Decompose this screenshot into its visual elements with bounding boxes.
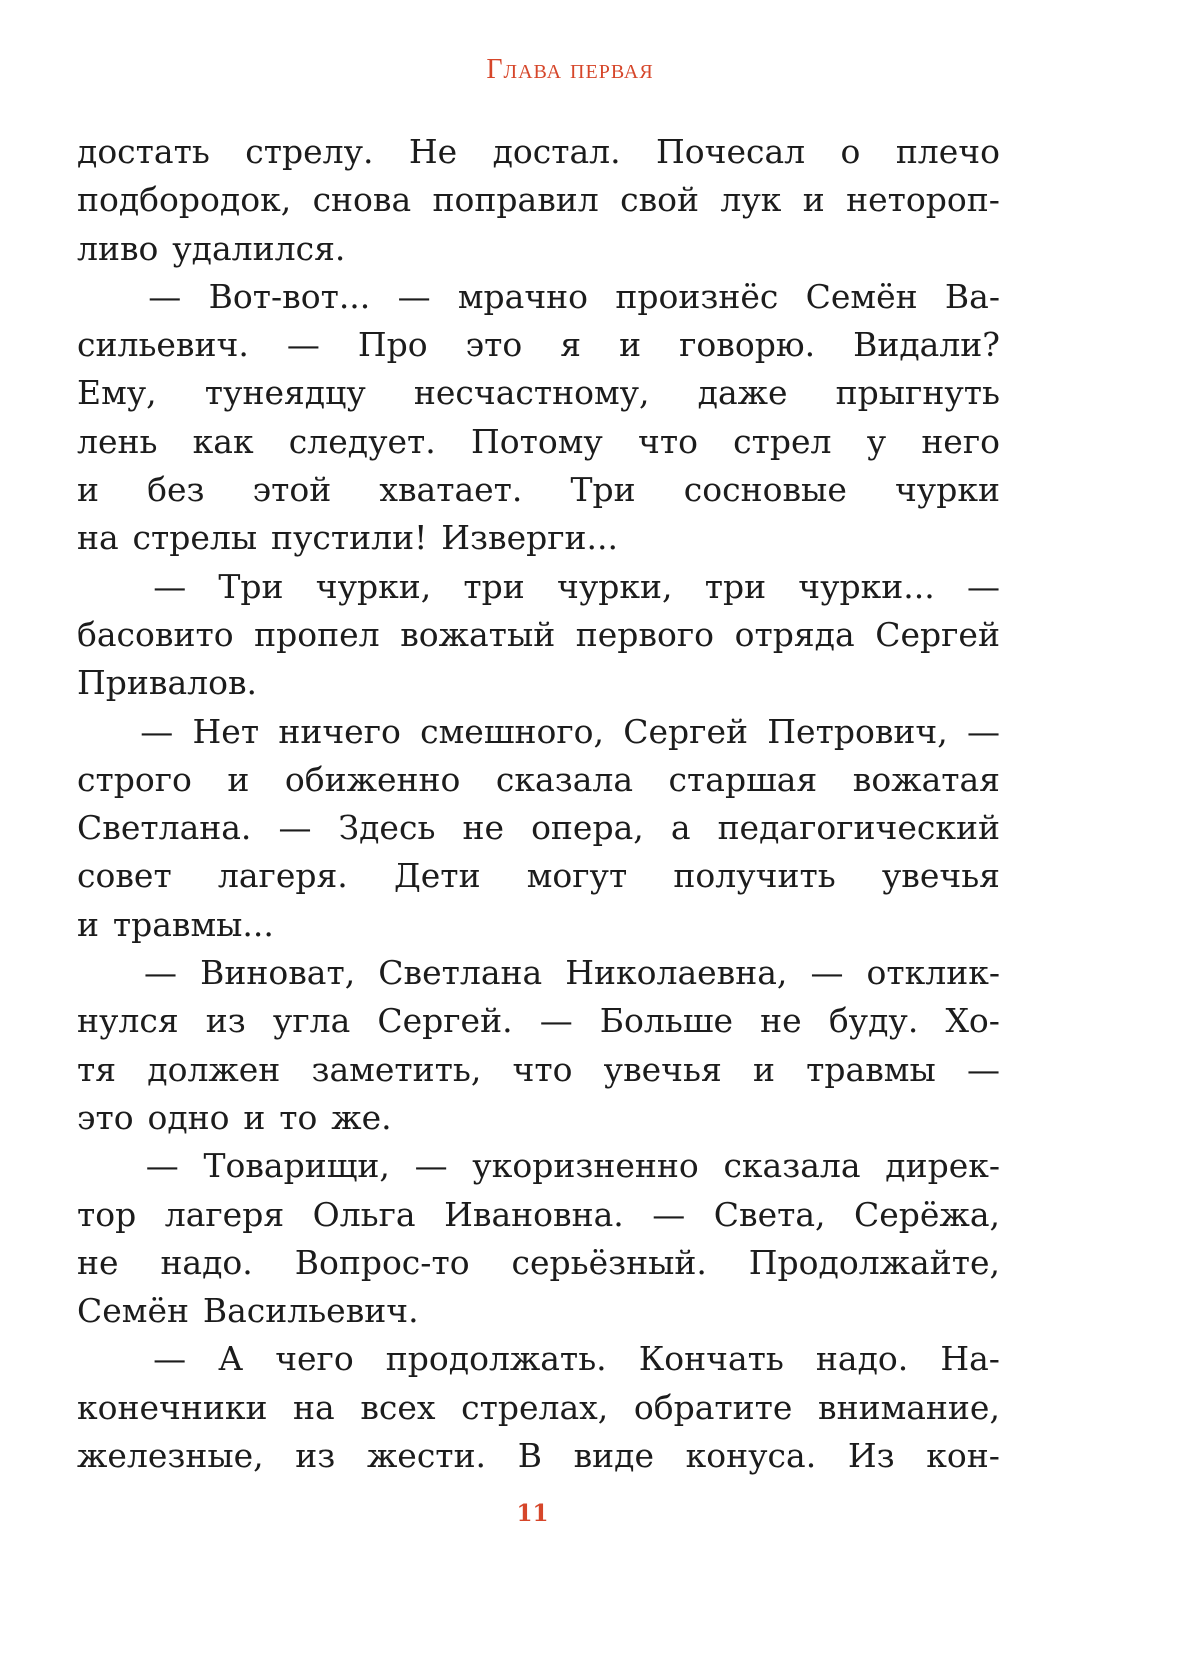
word: и xyxy=(619,325,642,365)
text-line xyxy=(77,997,1000,1045)
word: сосновые xyxy=(683,470,847,510)
word: достать xyxy=(77,132,210,171)
word: Про xyxy=(357,325,428,365)
word: увечья xyxy=(881,856,1000,896)
word: Светлана xyxy=(378,953,543,993)
text-line xyxy=(77,1191,1000,1239)
word: — xyxy=(810,953,844,993)
word: плечо xyxy=(895,132,1000,171)
text-line xyxy=(77,804,1000,852)
word: подбородок, xyxy=(77,180,292,220)
word: Привалов. xyxy=(77,663,258,703)
paragraph-indent xyxy=(77,949,121,997)
word: В xyxy=(517,1436,542,1476)
word: на xyxy=(293,1387,335,1427)
word: стрелу. xyxy=(245,132,374,171)
word: тор xyxy=(77,1194,137,1234)
word: Света, xyxy=(713,1194,826,1234)
word: Изверги... xyxy=(441,518,619,558)
word: совет xyxy=(77,856,172,896)
word: без xyxy=(147,470,205,510)
word: старшая xyxy=(668,759,818,799)
running-head: Глава первая xyxy=(486,54,654,85)
word: что xyxy=(638,421,698,461)
word: Потому xyxy=(470,421,603,461)
word: достал. xyxy=(492,132,621,171)
word: — xyxy=(153,1339,187,1379)
word: Видали? xyxy=(853,325,1000,365)
text-line xyxy=(77,1239,1000,1287)
word: Дети xyxy=(393,856,481,896)
word: Ивановна. xyxy=(444,1194,624,1234)
word: сказала xyxy=(495,759,634,799)
word: Сергей xyxy=(623,711,748,751)
word: свой xyxy=(620,180,700,220)
word: травмы... xyxy=(112,904,274,944)
word: лук xyxy=(720,180,782,220)
word: строго xyxy=(77,759,192,799)
word: чурки xyxy=(894,470,1000,510)
word: стрел xyxy=(733,421,832,461)
word: три xyxy=(704,566,767,606)
word: это xyxy=(77,1097,134,1137)
word: железные, xyxy=(77,1436,264,1476)
text-line xyxy=(77,514,1000,562)
word: говорю. xyxy=(679,325,816,365)
paragraph-indent xyxy=(77,1335,121,1383)
word: — xyxy=(414,1146,448,1186)
word: басовито xyxy=(77,614,234,654)
text-line xyxy=(77,176,1000,224)
word: произнёс xyxy=(615,276,779,316)
word: три xyxy=(463,566,525,606)
word: Товарищи, xyxy=(203,1146,390,1186)
word: обратите xyxy=(633,1387,793,1427)
word: Кончать xyxy=(638,1339,784,1379)
word: должен xyxy=(147,1049,281,1089)
word: Вот-вот... xyxy=(208,276,371,316)
word: и xyxy=(243,1097,266,1137)
word: Сергей xyxy=(875,614,1000,654)
word: смешного, xyxy=(420,711,605,751)
word: буду. xyxy=(828,1001,919,1041)
word: из xyxy=(205,1001,246,1041)
word: Три xyxy=(218,566,284,606)
word: из xyxy=(295,1436,336,1476)
word: и xyxy=(227,759,250,799)
word: этой xyxy=(252,470,332,510)
word: о xyxy=(840,132,861,171)
word: Сергей. xyxy=(377,1001,513,1041)
word: внимание, xyxy=(818,1387,1000,1427)
word: Три xyxy=(570,470,636,510)
word: — xyxy=(153,566,187,606)
word: — xyxy=(278,808,312,848)
word: сказала xyxy=(723,1146,861,1186)
word: тя xyxy=(77,1049,117,1089)
word: На- xyxy=(940,1339,1000,1379)
word: то xyxy=(279,1097,318,1137)
word: — xyxy=(148,276,182,316)
text-line xyxy=(77,1046,1000,1094)
word: нулся xyxy=(77,1001,179,1041)
word: А xyxy=(218,1339,244,1379)
word: вожатый xyxy=(400,614,556,654)
word: Петрович, xyxy=(767,711,948,751)
word: — xyxy=(286,325,320,365)
text-line xyxy=(77,1287,1000,1335)
word: — xyxy=(652,1194,686,1234)
word: угла xyxy=(272,1001,351,1041)
text-line xyxy=(77,949,1000,997)
word: Больше xyxy=(599,1001,734,1041)
text-line xyxy=(77,369,1000,417)
word: нетороп- xyxy=(846,180,1000,220)
word: пропел xyxy=(254,614,380,654)
word: Васильевич. xyxy=(202,1291,419,1331)
word: мрачно xyxy=(457,276,589,316)
word: Николаевна, xyxy=(565,953,788,993)
word: Почесал xyxy=(656,132,806,171)
word: травмы xyxy=(806,1049,936,1089)
word: заметить, xyxy=(311,1049,482,1089)
word: ничего xyxy=(278,711,401,751)
word: сильевич. xyxy=(77,325,249,365)
word: же. xyxy=(331,1097,392,1137)
word: Светлана. xyxy=(77,808,252,848)
word: хватает. xyxy=(379,470,523,510)
word: на xyxy=(77,518,119,558)
text-line xyxy=(77,1335,1000,1383)
word: чего xyxy=(275,1339,354,1379)
word: прыгнуть xyxy=(835,373,1000,413)
word: несчастному, xyxy=(413,373,650,413)
word: тунеядцу xyxy=(204,373,366,413)
word: чурки, xyxy=(557,566,673,606)
word: Из xyxy=(847,1436,895,1476)
word: первого xyxy=(575,614,715,654)
word: Хо- xyxy=(945,1001,1000,1041)
word: — xyxy=(145,1146,179,1186)
word: надо. xyxy=(815,1339,909,1379)
word: ливо xyxy=(77,228,159,268)
word: Продолжайте, xyxy=(748,1242,1000,1282)
word: Ва- xyxy=(944,276,1000,316)
word: укоризненно xyxy=(472,1146,699,1186)
text-line xyxy=(77,563,1000,611)
word: — xyxy=(966,1049,1000,1089)
word: Ему, xyxy=(77,373,157,413)
text-line xyxy=(77,611,1000,659)
word: Здесь xyxy=(338,808,436,848)
word: стрелы xyxy=(132,518,258,558)
word: получить xyxy=(673,856,836,896)
word: следует. xyxy=(288,421,436,461)
word: одно xyxy=(147,1097,230,1137)
word: и xyxy=(752,1049,775,1089)
word: Не xyxy=(408,132,458,171)
paragraph-indent xyxy=(77,273,121,321)
text-line xyxy=(77,321,1000,369)
word: чурки... xyxy=(798,566,935,606)
word: Семён xyxy=(805,276,918,316)
word: и xyxy=(77,470,99,510)
text-line xyxy=(77,708,1000,756)
word: и xyxy=(802,180,825,220)
text-line xyxy=(77,1142,1000,1190)
text-line xyxy=(77,273,1000,321)
text-line xyxy=(77,756,1000,804)
word: что xyxy=(512,1049,573,1089)
word: это xyxy=(465,325,523,365)
word: пустили! xyxy=(271,518,428,558)
word: могут xyxy=(526,856,628,896)
word: опера, xyxy=(531,808,644,848)
word: — xyxy=(966,566,1000,606)
text-line xyxy=(77,659,1000,707)
paragraph-indent xyxy=(77,563,121,611)
text-line xyxy=(77,225,1000,273)
word: не xyxy=(462,808,504,848)
word: обиженно xyxy=(284,759,461,799)
word: удалился. xyxy=(172,228,346,268)
word: лень xyxy=(77,421,158,461)
text-line xyxy=(77,418,1000,466)
word: отряда xyxy=(734,614,855,654)
page-number: 11 xyxy=(516,1500,549,1527)
text-line xyxy=(77,1094,1000,1142)
word: снова xyxy=(312,180,412,220)
text-line xyxy=(77,1432,1000,1480)
body-text xyxy=(77,128,1000,1480)
word: — xyxy=(144,953,178,993)
word: стрелах, xyxy=(461,1387,609,1427)
word: конечники xyxy=(77,1387,268,1427)
paragraph-indent xyxy=(77,708,121,756)
word: я xyxy=(560,325,582,365)
word: вожатая xyxy=(852,759,1000,799)
word: дирек- xyxy=(885,1146,1000,1186)
text-line xyxy=(77,128,1000,176)
word: него xyxy=(921,421,1000,461)
word: серьёзный. xyxy=(511,1242,707,1282)
word: Виноват, xyxy=(200,953,356,993)
word: Нет xyxy=(192,711,260,751)
word: жести. xyxy=(366,1436,487,1476)
word: надо. xyxy=(160,1242,253,1282)
text-line xyxy=(77,1384,1000,1432)
text-line xyxy=(77,901,1000,949)
text-line xyxy=(77,466,1000,514)
word: Ольга xyxy=(312,1194,416,1234)
text-line xyxy=(77,852,1000,900)
word: даже xyxy=(697,373,788,413)
word: у xyxy=(866,421,887,461)
word: отклик- xyxy=(866,953,1000,993)
word: конуса. xyxy=(685,1436,817,1476)
word: не xyxy=(760,1001,802,1041)
word: не xyxy=(77,1242,119,1282)
word: — xyxy=(397,276,431,316)
word: Серёжа, xyxy=(854,1194,1000,1234)
word: педагогический xyxy=(717,808,1000,848)
word: лагеря xyxy=(164,1194,285,1234)
paragraph-indent xyxy=(77,1142,121,1190)
word: а xyxy=(670,808,691,848)
word: как xyxy=(192,421,254,461)
word: Вопрос-то xyxy=(294,1242,470,1282)
word: всех xyxy=(360,1387,436,1427)
word: продолжать. xyxy=(385,1339,607,1379)
word: — xyxy=(966,711,1000,751)
word: Семён xyxy=(77,1291,189,1331)
word: поправил xyxy=(432,180,599,220)
word: виде xyxy=(573,1436,655,1476)
word: кон- xyxy=(926,1436,1000,1476)
word: увечья xyxy=(603,1049,722,1089)
word: лагеря. xyxy=(217,856,348,896)
word: — xyxy=(539,1001,573,1041)
word: и xyxy=(77,904,99,944)
word: чурки, xyxy=(315,566,432,606)
word: — xyxy=(140,711,174,751)
